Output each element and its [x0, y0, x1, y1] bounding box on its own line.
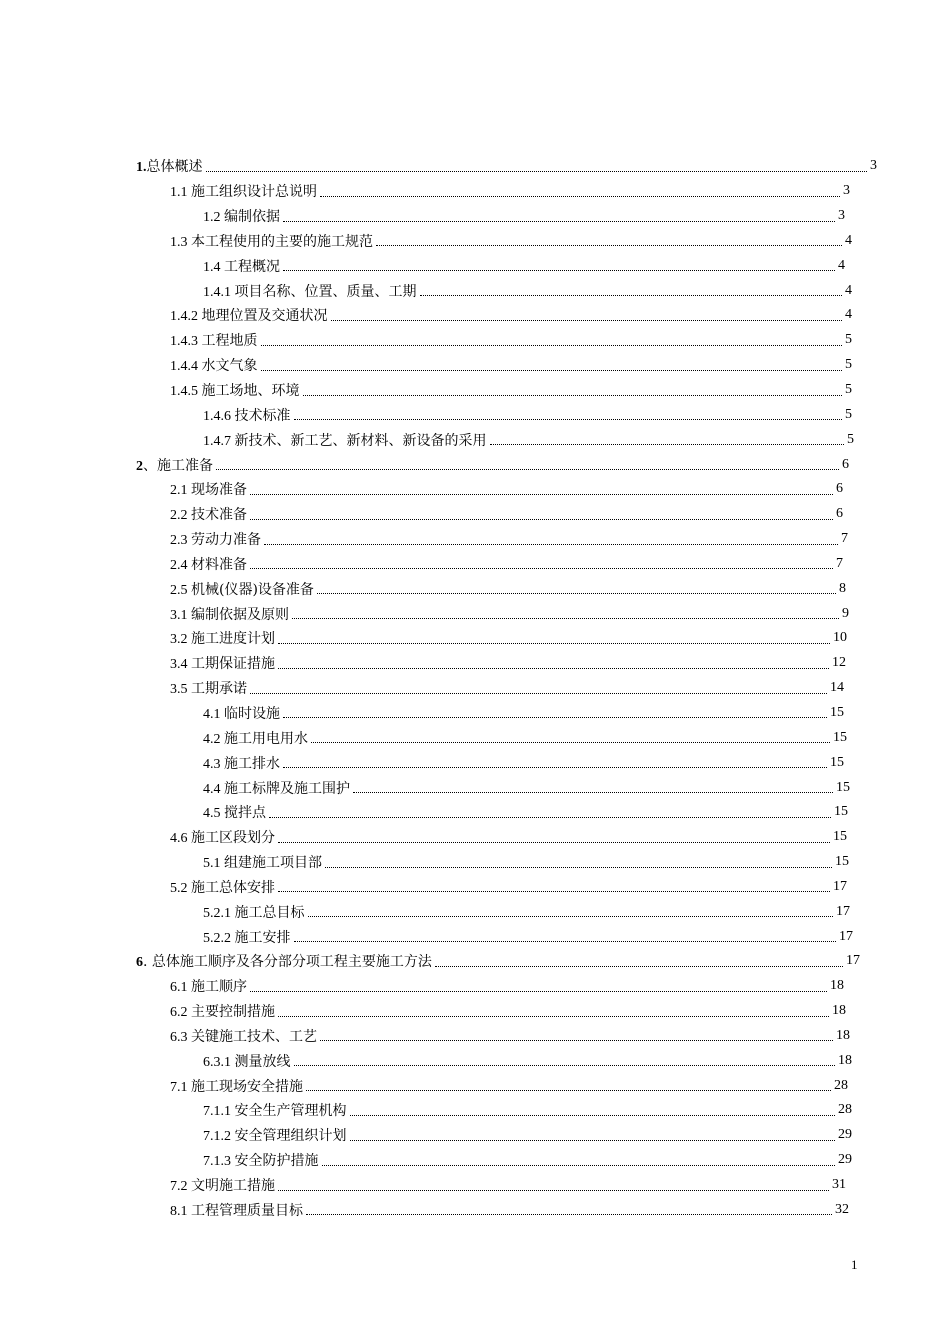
toc-entry-page-number: 10 [833, 630, 847, 646]
toc-entry[interactable] [0, 552, 843, 577]
toc-entry-page-number: 18 [836, 1027, 850, 1043]
toc-entry-label [170, 355, 258, 375]
toc-dot-leader [283, 270, 835, 271]
toc-entry-number: 4.5 [203, 806, 224, 822]
toc-dot-leader [306, 1090, 831, 1091]
toc-entry-title: 技术准备 [191, 507, 247, 524]
toc-entry-number: 4.1 [203, 706, 224, 722]
toc-entry[interactable] [0, 651, 846, 676]
toc-entry-label [170, 554, 247, 574]
toc-dot-leader [435, 966, 843, 967]
toc-dot-leader [294, 419, 843, 420]
toc-entry-label [170, 678, 247, 698]
toc-entry-label [203, 802, 266, 822]
toc-entry-label [203, 1051, 291, 1071]
toc-entry-title: 、施工准备 [143, 457, 213, 474]
toc-entry-label [203, 1100, 347, 1120]
toc-dot-leader [350, 1115, 836, 1116]
toc-entry[interactable] [0, 204, 845, 229]
toc-entry-title: 工程地质 [201, 333, 258, 350]
toc-entry-label [170, 479, 247, 499]
toc-entry-number: 7.1.1 [203, 1104, 235, 1120]
toc-entry-title: 施工进度计划 [191, 631, 275, 648]
toc-entry[interactable] [0, 402, 852, 427]
toc-entry-label [203, 1150, 319, 1170]
toc-dot-leader [292, 618, 839, 619]
toc-entry-number: 3.5 [170, 682, 191, 698]
toc-dot-leader [311, 742, 830, 743]
toc-entry-label [170, 305, 328, 325]
toc-entry-label [170, 330, 258, 350]
toc-entry-label [203, 728, 308, 748]
toc-entry[interactable] [0, 1073, 848, 1098]
toc-entry-label [170, 653, 275, 673]
toc-dot-leader [283, 221, 835, 222]
toc-entry-label [170, 1076, 303, 1096]
toc-entry-title: 施工用电用水 [224, 730, 308, 747]
toc-entry[interactable] [0, 775, 850, 800]
toc-dot-leader [250, 568, 833, 569]
toc-entry-number: 6.2 [170, 1005, 191, 1021]
toc-entry-number: 6 [136, 955, 143, 971]
toc-dot-leader [303, 395, 843, 396]
toc-entry-page-number: 6 [842, 456, 849, 472]
toc-entry-page-number: 15 [836, 779, 850, 795]
toc-dot-leader [317, 593, 836, 594]
toc-entry-label [170, 181, 317, 201]
toc-entry-number: 1.4.7 [203, 433, 235, 449]
toc-entry-page-number: 32 [835, 1201, 849, 1217]
toc-entry-number: 1.3 [170, 234, 191, 250]
toc-entry-number: 7.1.2 [203, 1129, 235, 1145]
toc-entry[interactable] [0, 825, 847, 850]
toc-entry-label [170, 529, 261, 549]
toc-entry-title: 安全生产管理机构 [234, 1103, 347, 1120]
toc-dot-leader [308, 916, 834, 917]
toc-entry-title: 材料准备 [191, 556, 247, 573]
toc-entry-label [136, 455, 213, 475]
toc-entry-number: 1.4.2 [170, 309, 202, 325]
toc-entry-title: 工程概况 [224, 258, 280, 275]
toc-entry-page-number: 8 [839, 580, 846, 596]
toc-dot-leader [278, 1016, 829, 1017]
toc-entry-page-number: 15 [834, 804, 848, 820]
toc-entry-page-number: 3 [838, 208, 845, 224]
toc-entry[interactable] [0, 154, 877, 179]
toc-entry-title: 机械(仪器)设备准备 [191, 581, 314, 598]
toc-entry-title: 总体概述 [146, 159, 203, 176]
toc-entry[interactable] [0, 229, 852, 254]
toc-entry-page-number: 5 [845, 332, 852, 348]
toc-entry-page-number: 18 [830, 978, 844, 994]
toc-dot-leader [325, 867, 832, 868]
toc-dot-leader [353, 792, 833, 793]
toc-entry[interactable] [0, 576, 846, 601]
toc-entry-number: 1.4.1 [203, 284, 235, 300]
toc-entry-page-number: 17 [836, 903, 850, 919]
toc-entry-page-number: 3 [843, 183, 850, 199]
toc-entry-label [203, 703, 280, 723]
toc-entry-number: 1.4.3 [170, 334, 202, 350]
toc-entry-page-number: 4 [845, 282, 852, 298]
toc-entry-page-number: 5 [845, 357, 852, 373]
table-of-contents [0, 154, 950, 1222]
toc-entry-number: 7.2 [170, 1179, 191, 1195]
toc-dot-leader [320, 1040, 833, 1041]
toc-entry-number: 5.1 [203, 856, 224, 872]
toc-entry-label [170, 579, 314, 599]
toc-entry[interactable] [0, 502, 843, 527]
toc-entry-page-number: 15 [835, 854, 849, 870]
toc-entry-page-number: 9 [842, 605, 849, 621]
toc-dot-leader [294, 941, 837, 942]
toc-entry-title: 施工组织设计总说明 [191, 184, 317, 201]
toc-entry-label [170, 976, 247, 996]
toc-entry[interactable] [0, 1123, 852, 1148]
toc-entry[interactable] [0, 676, 844, 701]
toc-entry-page-number: 18 [832, 1003, 846, 1019]
toc-entry[interactable] [0, 1173, 846, 1198]
toc-entry-page-number: 4 [838, 257, 845, 273]
toc-entry-page-number: 6 [836, 506, 843, 522]
toc-entry[interactable] [0, 899, 850, 924]
toc-entry-page-number: 28 [834, 1077, 848, 1093]
toc-entry-number: 4.4 [203, 781, 224, 797]
toc-dot-leader [490, 444, 845, 445]
toc-entry-page-number: 7 [841, 531, 848, 547]
toc-entry-title: 技术标准 [234, 407, 291, 424]
toc-entry-page-number: 15 [833, 829, 847, 845]
toc-entry-label [203, 256, 280, 276]
toc-entry-title: 主要控制措施 [191, 1004, 275, 1021]
toc-entry-label [203, 430, 487, 450]
toc-dot-leader [206, 171, 868, 172]
toc-entry-label [170, 1001, 275, 1021]
toc-entry-number: 3.2 [170, 632, 191, 648]
toc-entry-number: 4.3 [203, 756, 224, 772]
toc-entry-title: 文明施工措施 [191, 1178, 275, 1195]
toc-entry[interactable] [0, 303, 852, 328]
toc-entry-number: 1.1 [170, 185, 191, 201]
toc-entry-number: 2.4 [170, 557, 191, 573]
toc-entry-label [170, 1200, 303, 1220]
toc-entry[interactable] [0, 974, 844, 999]
toc-entry-label [170, 604, 289, 624]
toc-dot-leader [350, 1140, 836, 1141]
toc-dot-leader [320, 196, 840, 197]
toc-dot-leader [278, 1190, 829, 1191]
toc-entry[interactable] [0, 601, 849, 626]
toc-entry-number: 3.4 [170, 657, 191, 673]
toc-entry[interactable] [0, 353, 852, 378]
toc-entry[interactable] [0, 427, 854, 452]
toc-dot-leader [216, 469, 839, 470]
toc-entry-title: 施工现场安全措施 [191, 1078, 303, 1095]
toc-entry[interactable] [0, 477, 843, 502]
toc-entry[interactable] [0, 999, 846, 1024]
toc-entry-label [203, 753, 280, 773]
toc-dot-leader [283, 717, 827, 718]
toc-entry-number: 1.4.5 [170, 384, 202, 400]
toc-entry[interactable] [0, 701, 844, 726]
toc-entry-title: 劳动力准备 [191, 532, 261, 549]
toc-entry-title: 关键施工技术、工艺 [191, 1028, 317, 1045]
toc-entry-title: 施工总目标 [234, 904, 305, 921]
toc-entry-title: 施工排水 [224, 755, 280, 772]
toc-entry-number: 7.1 [170, 1079, 191, 1095]
toc-entry[interactable] [0, 328, 852, 353]
toc-entry-page-number: 29 [838, 1152, 852, 1168]
toc-entry-label [203, 206, 280, 226]
toc-entry-label [203, 405, 291, 425]
toc-entry-title: 临时设施 [224, 705, 280, 722]
toc-entry-number: 8.1 [170, 1203, 191, 1219]
toc-entry[interactable] [0, 874, 847, 899]
toc-entry-number: 2.2 [170, 508, 191, 524]
toc-dot-leader [376, 245, 842, 246]
toc-entry-number: 7.1.3 [203, 1154, 235, 1170]
toc-dot-leader [264, 544, 838, 545]
toc-dot-leader [278, 842, 830, 843]
toc-entry-page-number: 15 [830, 754, 844, 770]
toc-entry-title: 施工安排 [234, 929, 291, 946]
toc-entry-number: 5.2.2 [203, 930, 235, 946]
toc-entry[interactable] [0, 278, 852, 303]
toc-dot-leader [278, 668, 829, 669]
toc-entry-label [136, 156, 203, 176]
toc-entry-title: 组建施工项目部 [224, 855, 322, 872]
toc-entry-label [203, 927, 291, 947]
toc-entry-title: 本工程使用的主要的施工规范 [191, 233, 373, 250]
toc-entry-number: 2.3 [170, 533, 191, 549]
toc-entry-page-number: 7 [836, 555, 843, 571]
toc-entry-page-number: 3 [870, 158, 877, 174]
toc-entry-number: 1.2 [203, 210, 224, 226]
toc-entry[interactable] [0, 179, 850, 204]
toc-entry-title: 工程管理质量目标 [191, 1202, 303, 1219]
toc-entry-page-number: 17 [846, 953, 860, 969]
toc-entry-page-number: 15 [830, 704, 844, 720]
toc-entry-title: 施工场地、环境 [201, 383, 300, 400]
toc-entry-title: . 总体施工顺序及各分部分项工程主要施工方法 [143, 954, 432, 971]
toc-entry-number: 2.5 [170, 582, 191, 598]
toc-entry-title: 地理位置及交通状况 [201, 308, 328, 325]
toc-entry-label [203, 852, 322, 872]
toc-entry-page-number: 6 [836, 481, 843, 497]
toc-entry-title: 安全管理组织计划 [234, 1128, 347, 1145]
toc-entry[interactable] [0, 725, 847, 750]
toc-entry-page-number: 17 [833, 878, 847, 894]
toc-entry-page-number: 5 [845, 406, 852, 422]
toc-entry-title: 安全防护措施 [234, 1153, 319, 1170]
toc-entry-number: 5.2.1 [203, 905, 235, 921]
toc-dot-leader [261, 370, 843, 371]
toc-entry-label [203, 281, 417, 301]
toc-entry-page-number: 28 [838, 1102, 852, 1118]
toc-entry-number: 6.3.1 [203, 1054, 235, 1070]
toc-entry[interactable] [0, 949, 860, 974]
toc-entry-label [170, 1175, 275, 1195]
toc-entry[interactable] [0, 452, 849, 477]
toc-dot-leader [250, 519, 833, 520]
toc-entry-title: 水文气象 [201, 358, 258, 375]
toc-entry-title: 搅拌点 [224, 805, 266, 822]
toc-entry-page-number: 17 [839, 928, 853, 944]
toc-entry-page-number: 4 [845, 307, 852, 323]
toc-dot-leader [294, 1065, 836, 1066]
toc-entry[interactable] [0, 1024, 850, 1049]
toc-entry[interactable] [0, 1148, 852, 1173]
toc-entry-number: 6.1 [170, 980, 191, 996]
toc-entry[interactable] [0, 924, 853, 949]
toc-entry-label [170, 1026, 317, 1046]
toc-entry-label [136, 951, 432, 971]
toc-entry[interactable] [0, 800, 848, 825]
toc-entry-label [170, 380, 300, 400]
toc-dot-leader [420, 295, 843, 296]
footer-page-number: 1 [851, 1257, 858, 1272]
toc-entry-page-number: 15 [833, 729, 847, 745]
toc-entry-title: 施工区段划分 [191, 830, 275, 847]
toc-entry-number: 1. [136, 160, 147, 176]
toc-entry-page-number: 12 [832, 655, 846, 671]
toc-entry[interactable] [0, 253, 845, 278]
toc-entry-label [203, 1125, 347, 1145]
toc-entry-number: 1.4.4 [170, 359, 202, 375]
toc-entry-title: 编制依据 [224, 209, 280, 226]
toc-dot-leader [283, 767, 827, 768]
toc-entry-label [203, 778, 350, 798]
toc-entry-number: 2 [136, 458, 143, 474]
toc-entry-label [203, 902, 305, 922]
toc-entry[interactable] [0, 850, 849, 875]
toc-entry-label [170, 628, 275, 648]
toc-dot-leader [261, 345, 843, 346]
toc-entry-title: 工期保证措施 [191, 656, 275, 673]
toc-entry-page-number: 31 [832, 1177, 846, 1193]
toc-entry[interactable] [0, 1197, 849, 1222]
toc-entry-number: 1.4.6 [203, 408, 235, 424]
toc-entry-number: 1.4 [203, 259, 224, 275]
toc-entry[interactable] [0, 1048, 852, 1073]
toc-entry-number: 3.1 [170, 607, 191, 623]
toc-entry-number: 5.2 [170, 880, 191, 896]
toc-entry-number: 2.1 [170, 483, 191, 499]
toc-entry-number: 4.6 [170, 831, 191, 847]
toc-dot-leader [278, 643, 830, 644]
toc-entry-label [170, 877, 275, 897]
toc-entry-title: 施工总体安排 [191, 879, 275, 896]
toc-entry[interactable] [0, 1098, 852, 1123]
toc-entry-page-number: 18 [838, 1052, 852, 1068]
toc-entry-label [170, 827, 275, 847]
toc-entry-label [170, 504, 247, 524]
toc-dot-leader [278, 891, 830, 892]
toc-entry-page-number: 14 [830, 680, 844, 696]
toc-dot-leader [250, 494, 833, 495]
toc-entry[interactable] [0, 750, 844, 775]
toc-entry-title: 施工顺序 [191, 979, 247, 996]
toc-entry[interactable] [0, 527, 848, 552]
toc-entry-title: 现场准备 [191, 482, 247, 499]
toc-entry-title: 测量放线 [234, 1053, 291, 1070]
toc-entry-page-number: 29 [838, 1127, 852, 1143]
toc-entry-page-number: 4 [845, 232, 852, 248]
toc-dot-leader [250, 693, 827, 694]
toc-entry-title: 项目名称、位置、质量、工期 [234, 283, 417, 300]
toc-entry-page-number: 5 [845, 382, 852, 398]
toc-entry[interactable] [0, 378, 852, 403]
toc-entry-number: 6.3 [170, 1029, 191, 1045]
toc-dot-leader [306, 1214, 832, 1215]
toc-entry-title: 新技术、新工艺、新材料、新设备的采用 [234, 432, 487, 449]
toc-dot-leader [250, 991, 827, 992]
toc-entry-label [170, 231, 373, 251]
toc-dot-leader [269, 817, 831, 818]
toc-entry-title: 编制依据及原则 [191, 606, 289, 623]
toc-dot-leader [322, 1165, 836, 1166]
toc-entry-title: 工期承诺 [191, 681, 247, 698]
toc-entry-page-number: 5 [847, 431, 854, 447]
toc-entry-number: 4.2 [203, 731, 224, 747]
toc-dot-leader [331, 320, 843, 321]
toc-entry-title: 施工标牌及施工围护 [224, 780, 350, 797]
toc-entry[interactable] [0, 626, 847, 651]
